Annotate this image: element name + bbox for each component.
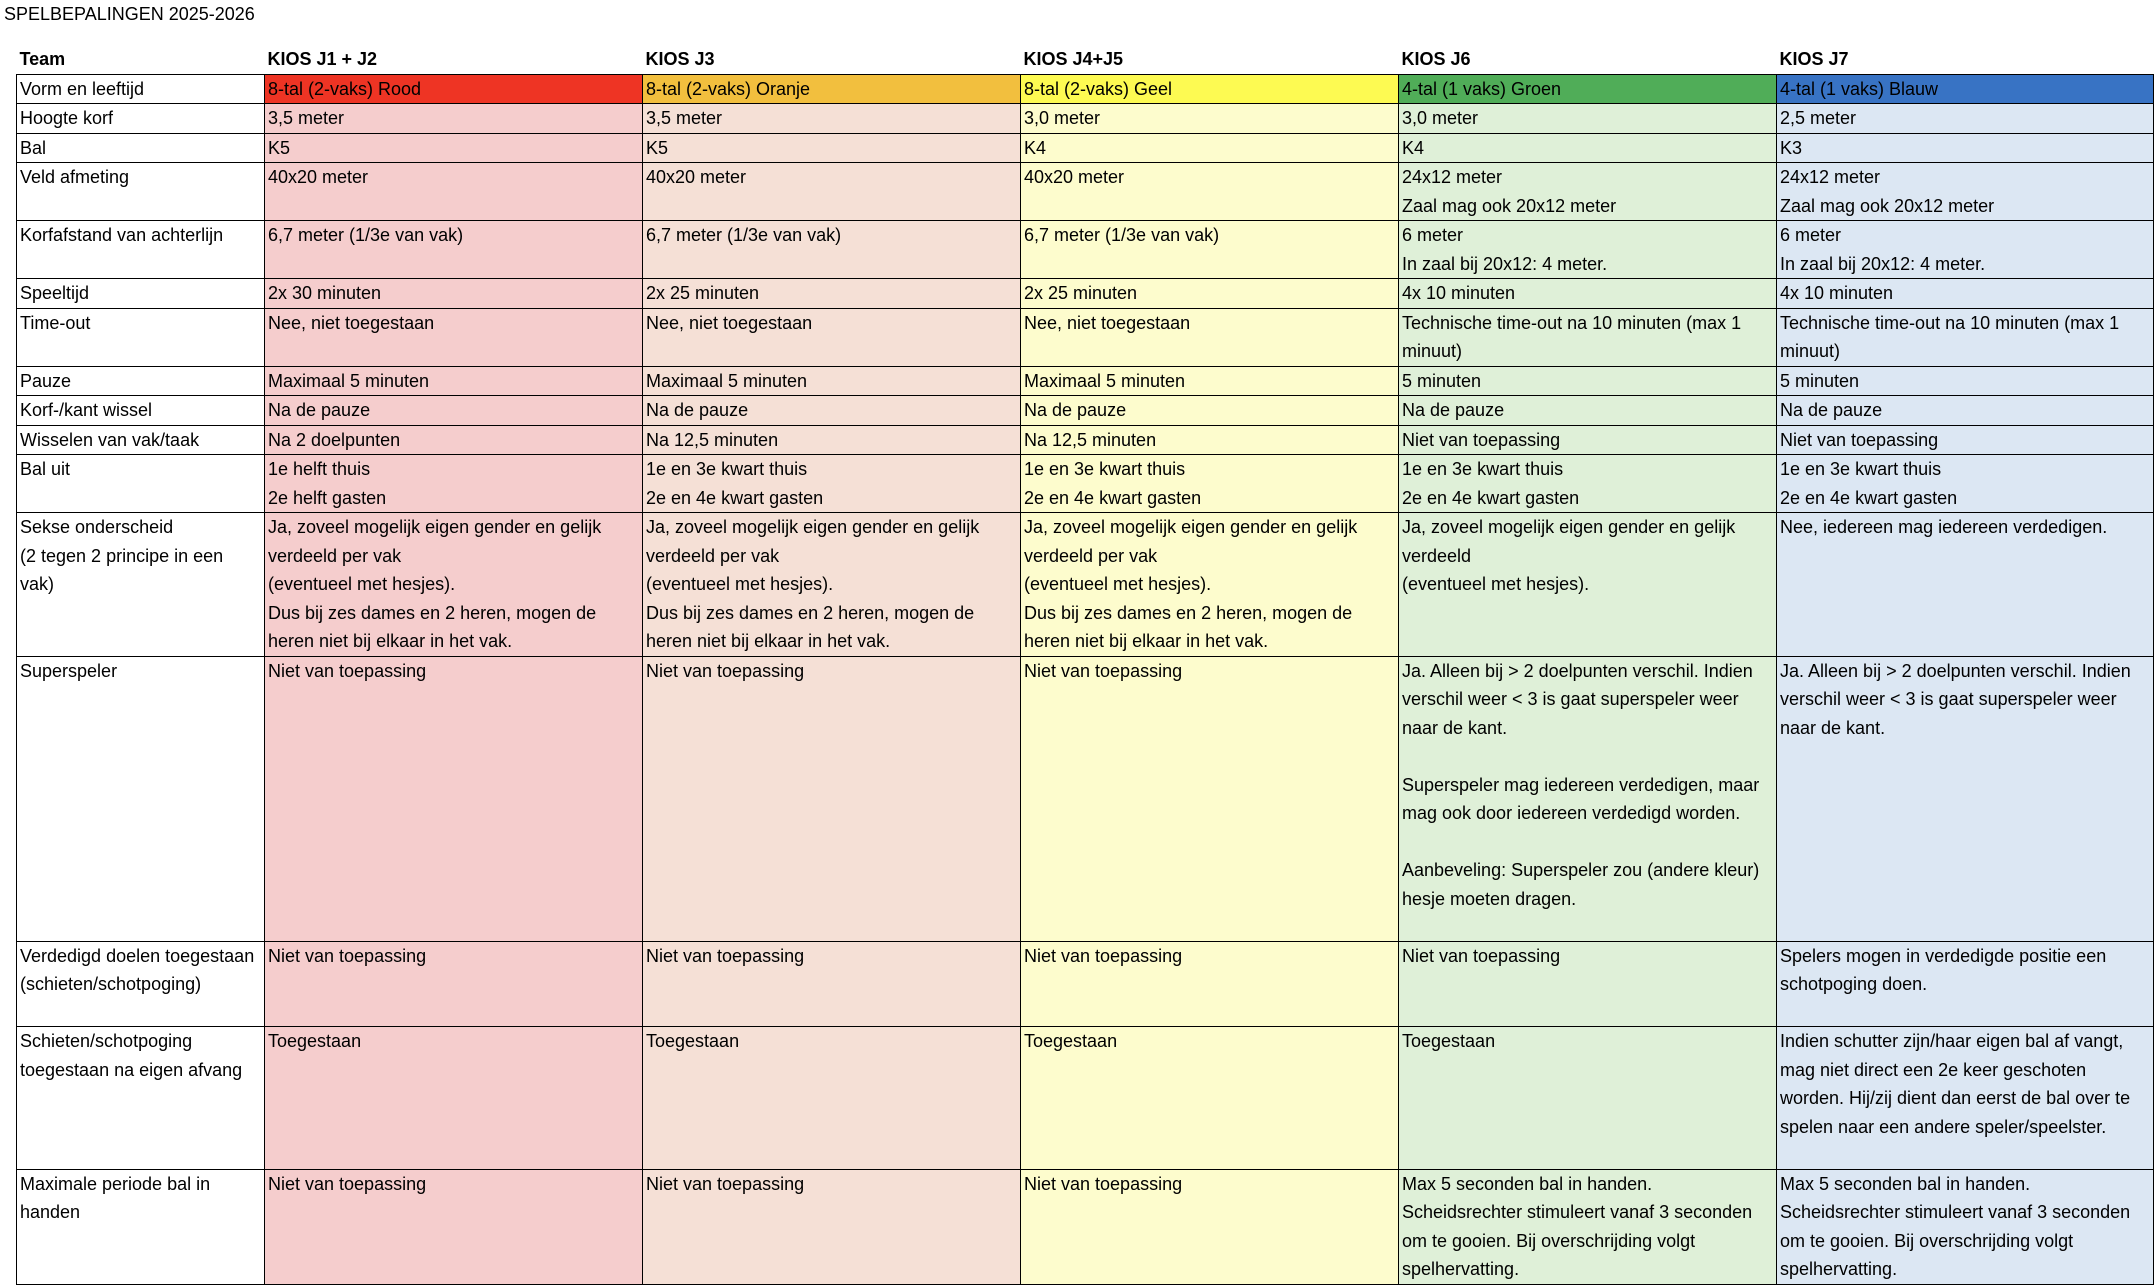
- cell-baluit-col5[interactable]: [1777, 455, 2154, 513]
- cell-timeout-col1[interactable]: [265, 308, 643, 366]
- table-row-balinhanden: [17, 1169, 2154, 1284]
- cell-veld-col1[interactable]: [265, 163, 643, 221]
- cell-baluit-col4[interactable]: [1399, 455, 1777, 513]
- cell-text-line: Korfafstand van achterlijn: [20, 225, 224, 245]
- cell-sekse-col4[interactable]: [1399, 513, 1777, 657]
- cell-text-line: mag niet direct een 2e keer geschoten: [1780, 1059, 2087, 1080]
- cell-text-line: 1e helft thuis: [268, 459, 371, 479]
- cell-text-line: handen: [20, 1202, 81, 1222]
- cell-text-line: Nee, niet toegestaan: [268, 312, 435, 333]
- cell-korfafstand-col2[interactable]: [643, 221, 1021, 279]
- cell-wissel-col5[interactable]: [1777, 396, 2154, 426]
- cell-text-line: Korf-/kant wissel: [20, 400, 153, 420]
- cell-eigenafvang-col1[interactable]: [265, 1027, 643, 1170]
- cell-text-line: Niet van toepassing: [646, 660, 805, 681]
- table-row-baluit: [17, 455, 2154, 513]
- cell-text-line: Veld afmeting: [20, 167, 130, 187]
- cell-text-line: Nee, niet toegestaan: [1024, 312, 1191, 333]
- table-row-pauze: [17, 366, 2154, 396]
- cell-superspeler-col3[interactable]: [1021, 656, 1399, 941]
- cell-baluit-col3[interactable]: [1021, 455, 1399, 513]
- cell-text-line: Superspeler mag iedereen verdedigen, maar: [1402, 774, 1760, 795]
- cell-text-line: Niet van toepassing: [268, 1173, 427, 1194]
- cell-text-line: 5 minuten: [1780, 370, 1860, 391]
- cell-text-line: Vorm en leeftijd: [20, 78, 145, 99]
- cell-text-line: minuut): [1780, 341, 1841, 361]
- cell-eigenafvang-col5[interactable]: [1777, 1027, 2154, 1170]
- cell-verdedigd-col3[interactable]: [1021, 941, 1399, 1027]
- cell-text-line: Niet van toepassing: [1024, 1173, 1183, 1194]
- cell-text-line: Hoogte korf: [20, 108, 114, 128]
- cell-hoogte-col2[interactable]: [643, 104, 1021, 134]
- cell-text-line: Dus bij zes dames en 2 heren, mogen de: [268, 602, 597, 623]
- cell-hoogte-col3[interactable]: [1021, 104, 1399, 134]
- row-label-korfafstand[interactable]: [17, 221, 265, 279]
- cell-text-line: Maximaal 5 minuten: [646, 370, 808, 391]
- cell-text-line: verdeeld: [1402, 545, 1472, 566]
- cell-text-line: Niet van toepassing: [268, 660, 427, 681]
- cell-text-line: (eventueel met hesjes).: [646, 574, 834, 594]
- row-label-sekse[interactable]: [17, 513, 265, 657]
- cell-text-line: (2 tegen 2 principe in een: [20, 545, 224, 566]
- cell-text-line: spelhervatting.: [1402, 1259, 1520, 1279]
- cell-korfafstand-col5[interactable]: [1777, 221, 2154, 279]
- table-row-sekse: [17, 513, 2154, 657]
- row-label-pauze[interactable]: [17, 366, 265, 396]
- cell-text-line: Verdedigd doelen toegestaan: [20, 945, 255, 966]
- cell-text-line: 1e en 3e kwart thuis: [1402, 459, 1564, 479]
- row-label-speeltijd[interactable]: [17, 279, 265, 309]
- cell-speeltijd-col3[interactable]: [1021, 279, 1399, 309]
- cell-korfafstand-col4[interactable]: [1399, 221, 1777, 279]
- cell-text-line: 3,0 meter: [1402, 108, 1479, 128]
- cell-text-line: In zaal bij 20x12: 4 meter.: [1780, 253, 1986, 274]
- cell-text-line: [1402, 742, 1774, 771]
- cell-text-line: Maximaal 5 minuten: [1024, 370, 1186, 391]
- cell-bal-col2[interactable]: [643, 133, 1021, 163]
- row-label-wissel[interactable]: [17, 396, 265, 426]
- cell-text-line: 2x 25 minuten: [646, 283, 760, 303]
- cell-balinhanden-col3[interactable]: [1021, 1169, 1399, 1284]
- row-label-superspeler[interactable]: [17, 656, 265, 941]
- cell-text-line: Bal: [20, 137, 47, 158]
- cell-text-line: Superspeler: [20, 660, 118, 681]
- cell-superspeler-col1[interactable]: [265, 656, 643, 941]
- header-kios-j3[interactable]: KIOS J3: [643, 45, 1021, 74]
- row-label-vakwissel[interactable]: [17, 425, 265, 455]
- cell-text-line: [1402, 828, 1774, 857]
- cell-text-line: 4-tal (1 vaks) Groen: [1402, 78, 1562, 99]
- cell-pauze-col4[interactable]: [1399, 366, 1777, 396]
- cell-timeout-col2[interactable]: [643, 308, 1021, 366]
- cell-text-line: 6,7 meter (1/3e van vak): [1024, 225, 1220, 245]
- row-label-baluit[interactable]: [17, 455, 265, 513]
- cell-vakwissel-col1[interactable]: [265, 425, 643, 455]
- cell-text-line: 4x 10 minuten: [1402, 283, 1516, 303]
- cell-timeout-col3[interactable]: [1021, 308, 1399, 366]
- cell-text-line: 2x 25 minuten: [1024, 283, 1138, 303]
- cell-text-line: spelhervatting.: [1780, 1259, 1898, 1279]
- table-row-timeout: [17, 308, 2154, 366]
- cell-text-line: schotpoging doen.: [1780, 974, 1928, 994]
- cell-text-line: 24x12 meter: [1402, 167, 1503, 187]
- cell-text-line: 4x 10 minuten: [1780, 283, 1894, 303]
- table-row-verdedigd: [17, 941, 2154, 1027]
- header-kios-j4-j5[interactable]: KIOS J4+J5: [1021, 45, 1399, 74]
- cell-text-line: 40x20 meter: [1024, 167, 1125, 187]
- cell-text-line: 2x 30 minuten: [268, 283, 382, 303]
- cell-text-line: Indien schutter zijn/haar eigen bal af vangt,: [1780, 1031, 2124, 1051]
- cell-pauze-col3[interactable]: [1021, 366, 1399, 396]
- cell-text-line: 3,5 meter: [268, 108, 345, 128]
- cell-veld-col2[interactable]: [643, 163, 1021, 221]
- cell-korfafstand-col1[interactable]: [265, 221, 643, 279]
- cell-vakwissel-col2[interactable]: [643, 425, 1021, 455]
- cell-pauze-col5[interactable]: [1777, 366, 2154, 396]
- cell-bal-col1[interactable]: [265, 133, 643, 163]
- cell-text-line: 6 meter: [1402, 225, 1464, 245]
- table-row-speeltijd: [17, 279, 2154, 309]
- header-row: [17, 45, 2154, 74]
- row-label-balinhanden[interactable]: [17, 1169, 265, 1284]
- spelbepalingen-table: [16, 45, 2154, 1285]
- cell-text-line: 3,0 meter: [1024, 108, 1101, 128]
- cell-timeout-col5[interactable]: [1777, 308, 2154, 366]
- cell-text-line: 2e helft gasten: [268, 487, 387, 508]
- cell-text-line: Niet van toepassing: [1402, 429, 1561, 450]
- cell-text-line: 1e en 3e kwart thuis: [1780, 459, 1942, 479]
- cell-sekse-col2[interactable]: [643, 513, 1021, 657]
- cell-veld-col5[interactable]: [1777, 163, 2154, 221]
- cell-balinhanden-col5[interactable]: [1777, 1169, 2154, 1284]
- cell-text-line: Maximaal 5 minuten: [268, 370, 430, 391]
- header-kios-j1-j2[interactable]: KIOS J1 + J2: [265, 45, 643, 74]
- cell-text-line: Nee, niet toegestaan: [646, 312, 813, 333]
- cell-text-line: Niet van toepassing: [646, 1173, 805, 1194]
- cell-text-line: Na 12,5 minuten: [1024, 429, 1157, 450]
- cell-speeltijd-col5[interactable]: [1777, 279, 2154, 309]
- cell-text-line: Time-out: [20, 312, 91, 333]
- header-team[interactable]: Team: [17, 45, 265, 74]
- cell-text-line: Ja, zoveel mogelijk eigen gender en gelijk: [1024, 517, 1358, 537]
- cell-pauze-col2[interactable]: [643, 366, 1021, 396]
- cell-text-line: In zaal bij 20x12: 4 meter.: [1402, 253, 1608, 274]
- cell-wissel-col2[interactable]: [643, 396, 1021, 426]
- header-kios-j7[interactable]: KIOS J7: [1777, 45, 2154, 74]
- cell-sekse-col3[interactable]: [1021, 513, 1399, 657]
- cell-eigenafvang-col4[interactable]: [1399, 1027, 1777, 1170]
- cell-text-line: 3,5 meter: [646, 108, 723, 128]
- cell-text-line: minuut): [1402, 341, 1463, 361]
- cell-text-line: 1e en 3e kwart thuis: [1024, 459, 1186, 479]
- cell-superspeler-col4[interactable]: [1399, 656, 1777, 941]
- cell-text-line: 2e en 4e kwart gasten: [646, 487, 824, 508]
- table-row-wissel: [17, 396, 2154, 426]
- cell-wissel-col1[interactable]: [265, 396, 643, 426]
- cell-wissel-col4[interactable]: [1399, 396, 1777, 426]
- cell-timeout-col4[interactable]: [1399, 308, 1777, 366]
- cell-vakwissel-col3[interactable]: [1021, 425, 1399, 455]
- cell-text-line: Na de pauze: [1780, 400, 1883, 420]
- cell-text-line: heren niet bij elkaar in het vak.: [268, 631, 513, 651]
- cell-text-line: Spelers mogen in verdedigde positie een: [1780, 945, 2107, 966]
- cell-superspeler-col5[interactable]: [1777, 656, 2154, 941]
- cell-text-line: Na de pauze: [1024, 400, 1127, 420]
- cell-text-line: Na 12,5 minuten: [646, 429, 779, 450]
- table-row-bal: [17, 133, 2154, 163]
- document-title: SPELBEPALINGEN 2025-2026: [4, 4, 255, 24]
- cell-bal-col4[interactable]: [1399, 133, 1777, 163]
- cell-balinhanden-col4[interactable]: [1399, 1169, 1777, 1284]
- cell-veld-col3[interactable]: [1021, 163, 1399, 221]
- cell-vakwissel-col4[interactable]: [1399, 425, 1777, 455]
- table-row-korfafstand: [17, 221, 2154, 279]
- cell-vorm-col5[interactable]: [1777, 74, 2154, 104]
- cell-text-line: Ja, zoveel mogelijk eigen gender en gelijk: [268, 517, 602, 537]
- cell-text-line: verdeeld per vak: [1024, 545, 1158, 566]
- cell-baluit-col1[interactable]: [265, 455, 643, 513]
- table-row-veld: [17, 163, 2154, 221]
- cell-text-line: Niet van toepassing: [1024, 945, 1183, 966]
- cell-text-line: Aanbeveling: Superspeler zou (andere kleur): [1402, 860, 1760, 880]
- row-label-bal[interactable]: [17, 133, 265, 163]
- cell-verdedigd-col4[interactable]: [1399, 941, 1777, 1027]
- cell-text-line: Zaal mag ook 20x12 meter: [1402, 195, 1617, 216]
- cell-vorm-col4[interactable]: [1399, 74, 1777, 104]
- cell-text-line: 8-tal (2-vaks) Oranje: [646, 78, 811, 99]
- cell-text-line: (eventueel met hesjes).: [1024, 574, 1212, 594]
- cell-text-line: 6 meter: [1780, 225, 1842, 245]
- cell-verdedigd-col1[interactable]: [265, 941, 643, 1027]
- cell-text-line: Ja, zoveel mogelijk eigen gender en gelijk: [646, 517, 980, 537]
- cell-balinhanden-col1[interactable]: [265, 1169, 643, 1284]
- cell-text-line: Na 2 doelpunten: [268, 429, 401, 450]
- cell-vakwissel-col5[interactable]: [1777, 425, 2154, 455]
- cell-eigenafvang-col3[interactable]: [1021, 1027, 1399, 1170]
- row-label-timeout[interactable]: [17, 308, 265, 366]
- cell-vorm-col1[interactable]: [265, 74, 643, 104]
- row-label-eigenafvang[interactable]: [17, 1027, 265, 1170]
- cell-bal-col5[interactable]: [1777, 133, 2154, 163]
- cell-text-line: (schieten/schotpoging): [20, 974, 202, 994]
- cell-text-line: 2e en 4e kwart gasten: [1780, 487, 1958, 508]
- cell-text-line: mag ook door iedereen verdedigd worden.: [1402, 803, 1741, 823]
- cell-text-line: Max 5 seconden bal in handen.: [1402, 1173, 1653, 1194]
- cell-text-line: Maximale periode bal in: [20, 1173, 211, 1194]
- cell-text-line: 40x20 meter: [646, 167, 747, 187]
- cell-text-line: Bal uit: [20, 459, 71, 479]
- row-label-vorm[interactable]: [17, 74, 265, 104]
- cell-text-line: Toegestaan: [1402, 1031, 1496, 1051]
- cell-text-line: K4: [1402, 137, 1425, 158]
- cell-veld-col4[interactable]: [1399, 163, 1777, 221]
- cell-text-line: Toegestaan: [268, 1031, 362, 1051]
- cell-text-line: (eventueel met hesjes).: [1402, 574, 1590, 594]
- cell-text-line: 6,7 meter (1/3e van vak): [268, 225, 464, 245]
- cell-text-line: heren niet bij elkaar in het vak.: [646, 631, 891, 651]
- cell-text-line: K4: [1024, 137, 1047, 158]
- cell-text-line: spelen naar een andere speler/speelster.: [1780, 1116, 2107, 1137]
- cell-text-line: 6,7 meter (1/3e van vak): [646, 225, 842, 245]
- cell-text-line: Wisselen van vak/taak: [20, 429, 200, 450]
- cell-text-line: Dus bij zes dames en 2 heren, mogen de: [646, 602, 975, 623]
- cell-text-line: Na de pauze: [268, 400, 371, 420]
- cell-eigenafvang-col2[interactable]: [643, 1027, 1021, 1170]
- cell-text-line: Niet van toepassing: [1024, 660, 1183, 681]
- table-body: [17, 74, 2154, 1284]
- cell-text-line: K5: [646, 137, 669, 158]
- cell-text-line: Pauze: [20, 370, 72, 391]
- cell-text-line: Nee, iedereen mag iedereen verdedigen.: [1780, 517, 2108, 537]
- cell-text-line: verdeeld per vak: [646, 545, 780, 566]
- cell-hoogte-col1[interactable]: [265, 104, 643, 134]
- cell-text-line: Scheidsrechter stimuleert vanaf 3 seconden: [1780, 1202, 2131, 1222]
- cell-text-line: Toegestaan: [646, 1031, 740, 1051]
- table-row-eigenafvang: [17, 1027, 2154, 1170]
- cell-text-line: naar de kant.: [1780, 717, 1886, 738]
- cell-text-line: Schieten/schotpoging: [20, 1031, 193, 1051]
- cell-text-line: 8-tal (2-vaks) Rood: [268, 78, 422, 99]
- header-kios-j6[interactable]: KIOS J6: [1399, 45, 1777, 74]
- cell-text-line: vak): [20, 574, 55, 594]
- cell-text-line: Ja. Alleen bij > 2 doelpunten verschil. Indien: [1780, 660, 2131, 681]
- cell-bal-col3[interactable]: [1021, 133, 1399, 163]
- cell-text-line: 40x20 meter: [268, 167, 369, 187]
- row-label-veld[interactable]: [17, 163, 265, 221]
- cell-baluit-col2[interactable]: [643, 455, 1021, 513]
- cell-text-line: heren niet bij elkaar in het vak.: [1024, 631, 1269, 651]
- cell-text-line: K3: [1780, 137, 1803, 158]
- cell-text-line: 2e en 4e kwart gasten: [1402, 487, 1580, 508]
- cell-text-line: 8-tal (2-vaks) Geel: [1024, 78, 1173, 99]
- table-row-superspeler: [17, 656, 2154, 941]
- cell-text-line: Toegestaan: [1024, 1031, 1118, 1051]
- cell-verdedigd-col5[interactable]: [1777, 941, 2154, 1027]
- cell-hoogte-col4[interactable]: [1399, 104, 1777, 134]
- cell-vorm-col3[interactable]: [1021, 74, 1399, 104]
- cell-hoogte-col5[interactable]: [1777, 104, 2154, 134]
- cell-text-line: Niet van toepassing: [1402, 945, 1561, 966]
- cell-speeltijd-col2[interactable]: [643, 279, 1021, 309]
- cell-text-line: Dus bij zes dames en 2 heren, mogen de: [1024, 602, 1353, 623]
- cell-text-line: Technische time-out na 10 minuten (max 1: [1402, 312, 1742, 333]
- row-label-hoogte[interactable]: [17, 104, 265, 134]
- cell-text-line: 2e en 4e kwart gasten: [1024, 487, 1202, 508]
- cell-text-line: K5: [268, 137, 291, 158]
- cell-text-line: Niet van toepassing: [268, 945, 427, 966]
- cell-text-line: toegestaan na eigen afvang: [20, 1059, 243, 1080]
- cell-text-line: Niet van toepassing: [646, 945, 805, 966]
- cell-text-line: naar de kant.: [1402, 717, 1508, 738]
- cell-pauze-col1[interactable]: [265, 366, 643, 396]
- cell-text-line: Niet van toepassing: [1780, 429, 1939, 450]
- cell-superspeler-col2[interactable]: [643, 656, 1021, 941]
- table-row-hoogte: [17, 104, 2154, 134]
- cell-sekse-col1[interactable]: [265, 513, 643, 657]
- cell-text-line: worden. Hij/zij dient dan eerst de bal over te: [1780, 1088, 2131, 1108]
- cell-text-line: Max 5 seconden bal in handen.: [1780, 1173, 2031, 1194]
- cell-text-line: om te gooien. Bij overschrijding volgt: [1780, 1230, 2074, 1251]
- cell-korfafstand-col3[interactable]: [1021, 221, 1399, 279]
- cell-verdedigd-col2[interactable]: [643, 941, 1021, 1027]
- cell-speeltijd-col1[interactable]: [265, 279, 643, 309]
- cell-text-line: om te gooien. Bij overschrijding volgt: [1402, 1230, 1696, 1251]
- cell-sekse-col5[interactable]: [1777, 513, 2154, 657]
- cell-text-line: Na de pauze: [646, 400, 749, 420]
- cell-balinhanden-col2[interactable]: [643, 1169, 1021, 1284]
- cell-text-line: 1e en 3e kwart thuis: [646, 459, 808, 479]
- cell-text-line: 5 minuten: [1402, 370, 1482, 391]
- cell-text-line: (eventueel met hesjes).: [268, 574, 456, 594]
- cell-text-line: Ja, zoveel mogelijk eigen gender en gelijk: [1402, 517, 1736, 537]
- cell-text-line: verschil weer < 3 is gaat superspeler weer: [1402, 689, 1739, 709]
- cell-text-line: Technische time-out na 10 minuten (max 1: [1780, 312, 2120, 333]
- cell-text-line: verschil weer < 3 is gaat superspeler weer: [1780, 689, 2117, 709]
- cell-text-line: Speeltijd: [20, 283, 90, 303]
- cell-text-line: Zaal mag ook 20x12 meter: [1780, 195, 1995, 216]
- row-label-verdedigd[interactable]: [17, 941, 265, 1027]
- cell-text-line: 4-tal (1 vaks) Blauw: [1780, 78, 1939, 99]
- cell-text-line: Sekse onderscheid: [20, 517, 174, 537]
- cell-text-line: Scheidsrechter stimuleert vanaf 3 seconden: [1402, 1202, 1753, 1222]
- cell-vorm-col2[interactable]: [643, 74, 1021, 104]
- cell-text-line: verdeeld per vak: [268, 545, 402, 566]
- cell-text-line: 24x12 meter: [1780, 167, 1881, 187]
- cell-text-line: Ja. Alleen bij > 2 doelpunten verschil. Indien: [1402, 660, 1753, 681]
- cell-speeltijd-col4[interactable]: [1399, 279, 1777, 309]
- cell-text-line: Na de pauze: [1402, 400, 1505, 420]
- cell-text-line: 2,5 meter: [1780, 108, 1857, 128]
- table-row-vakwissel: [17, 425, 2154, 455]
- cell-wissel-col3[interactable]: [1021, 396, 1399, 426]
- table-row-vorm: [17, 74, 2154, 104]
- cell-text-line: hesje moeten dragen.: [1402, 888, 1577, 909]
